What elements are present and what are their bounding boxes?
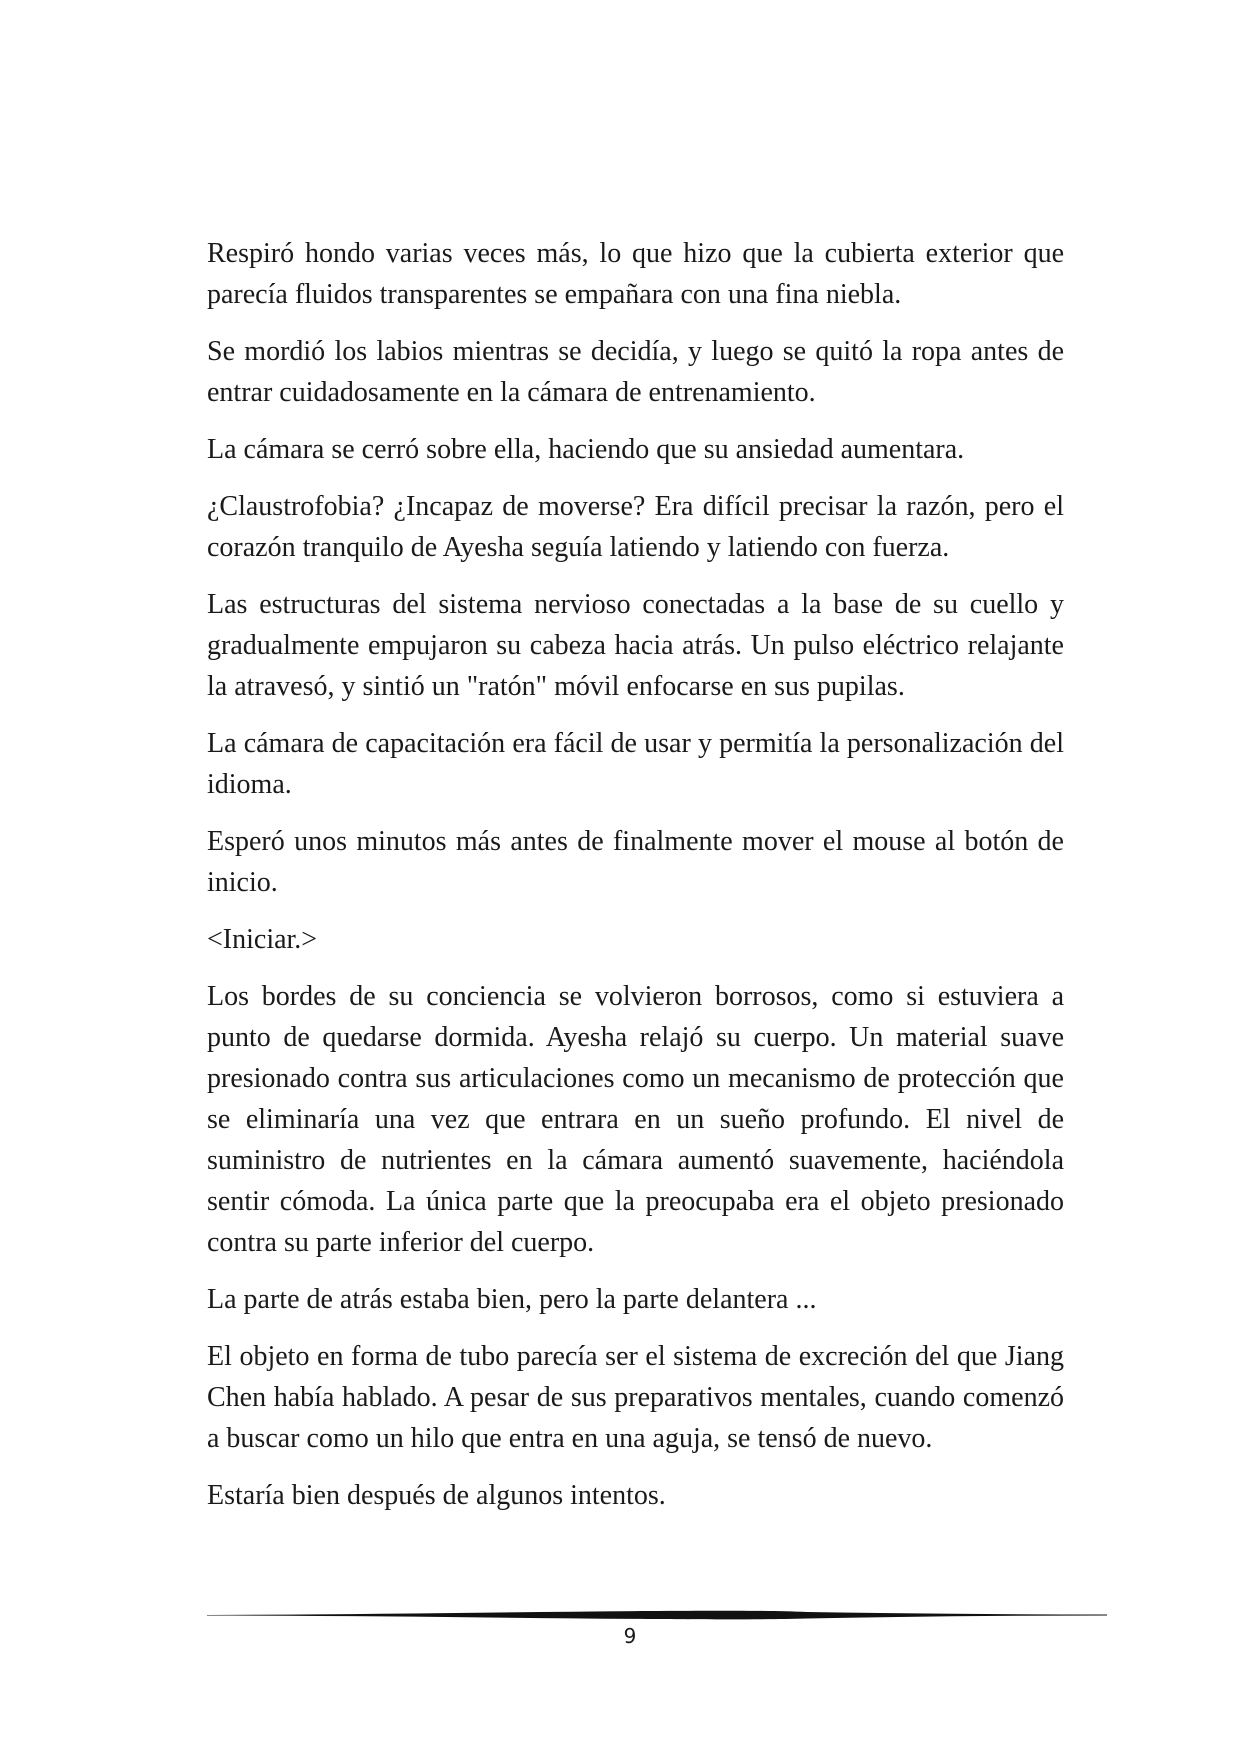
- footer-divider: [207, 1609, 1107, 1621]
- paragraph-8: <Iniciar.>: [207, 924, 318, 955]
- paragraph-7: Esperó unos minutos más antes de finalmente mover el mouse al botón de inicio.: [207, 826, 1064, 898]
- paragraph-4: ¿Claustrofobia? ¿Incapaz de moverse? Era difícil precisar la razón, pero el corazón tranquilo de Ayesha seguía latiendo y latiendo con fuerza.: [207, 491, 1064, 563]
- paragraph-3: La cámara se cerró sobre ella, haciendo que su ansiedad aumentara.: [207, 434, 965, 465]
- paragraph-6: La cámara de capacitación era fácil de usar y permitía la personalización del idioma.: [207, 728, 1064, 800]
- body-text: [207, 233, 1064, 1532]
- paragraph-10: La parte de atrás estaba bien, pero la parte delantera ...: [207, 1284, 817, 1315]
- paragraph-11: El objeto en forma de tubo parecía ser el sistema de excreción del que Jiang Chen había hablado. A pesar de sus preparativos mentales, cuando comenzó a buscar como un hilo que entra en una aguja, se tensó de nuevo.: [207, 1341, 1064, 1454]
- paragraph-1: Respiró hondo varias veces más, lo que hizo que la cubierta exterior que parecía fluidos transparentes se empañara con una fina niebla.: [207, 238, 1064, 310]
- page-number: 9: [623, 1624, 637, 1648]
- paragraph-12: Estaría bien después de algunos intentos.: [207, 1480, 666, 1511]
- paragraph-9: Los bordes de su conciencia se volvieron borrosos, como si estuviera a punto de quedarse dormida. Ayesha relajó su cuerpo. Un material suave presionado contra sus articulaciones como un mecanismo de protección que se eliminaría una vez que entrara en un sueño profundo. El nivel de suministro de nutrientes en la cámara aumentó suavemente, haciéndola sentir cómoda. La única parte que la preocupaba era el objeto presionado contra su parte inferior del cuerpo.: [207, 981, 1064, 1258]
- paragraph-5: Las estructuras del sistema nervioso conectadas a la base de su cuello y gradualmente empujaron su cabeza hacia atrás. Un pulso eléctrico relajante la atravesó, y sintió un "ratón" móvil enfocarse en sus pupilas.: [207, 589, 1064, 702]
- paragraph-2: Se mordió los labios mientras se decidía, y luego se quitó la ropa antes de entrar cuidadosamente en la cámara de entrenamiento.: [207, 336, 1064, 408]
